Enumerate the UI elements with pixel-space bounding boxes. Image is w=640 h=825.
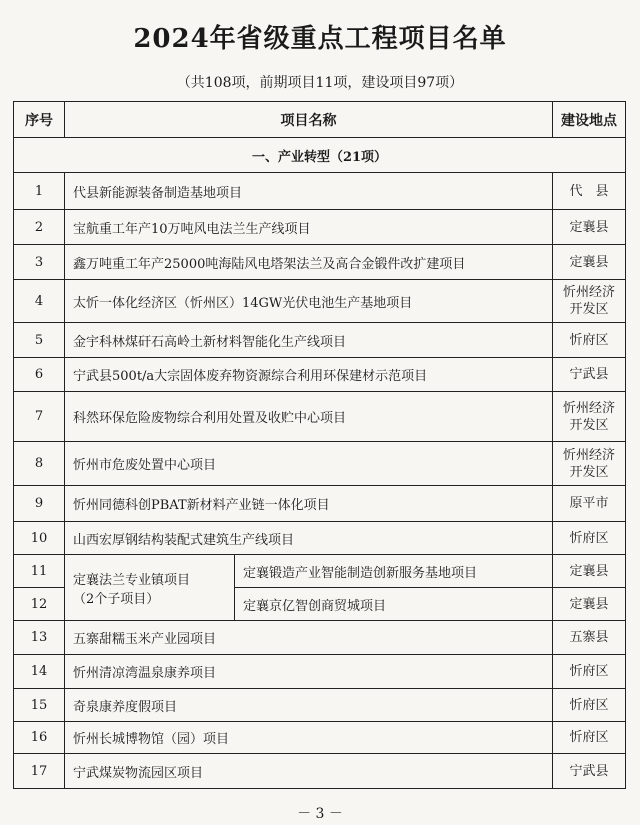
row-location: 原平市 bbox=[553, 486, 626, 522]
row-name: 宁武县500t/a大宗固体废弃物资源综合利用环保建材示范项目 bbox=[65, 358, 553, 392]
document-subtitle: （共108项，前期项目11项，建设项目97项） bbox=[176, 75, 464, 91]
row-index: 3 bbox=[14, 245, 65, 280]
table-row bbox=[14, 722, 626, 754]
row-location: 代 县 bbox=[553, 173, 626, 210]
table-row bbox=[14, 245, 626, 280]
table-row bbox=[14, 655, 626, 689]
row-index: 14 bbox=[14, 655, 65, 689]
table-row bbox=[14, 280, 626, 323]
row-name: 五寨甜糯玉米产业园项目 bbox=[65, 621, 553, 655]
row-location: 宁武县 bbox=[553, 358, 626, 392]
row-location: 忻府区 bbox=[553, 655, 626, 689]
row-index: 1 bbox=[14, 173, 65, 210]
row-index: 8 bbox=[14, 442, 65, 486]
row-location: 忻府区 bbox=[553, 522, 626, 555]
row-name: 奇泉康养度假项目 bbox=[65, 689, 553, 722]
row-name: 忻州市危废处置中心项目 bbox=[65, 442, 553, 486]
row-index: 17 bbox=[14, 754, 65, 789]
row-index: 5 bbox=[14, 323, 65, 358]
table-row bbox=[14, 358, 626, 392]
sub-project-name: 定襄京亿智创商贸城项目 bbox=[235, 588, 553, 621]
row-location: 忻州经济开发区 bbox=[553, 392, 626, 442]
row-name: 山西宏厚钢结构装配式建筑生产线项目 bbox=[65, 522, 553, 555]
row-name: 代县新能源装备制造基地项目 bbox=[65, 173, 553, 210]
row-name: 科然环保危险废物综合利用处置及收贮中心项目 bbox=[65, 392, 553, 442]
row-name: 鑫万吨重工年产25000吨海陆风电塔架法兰及高合金锻件改扩建项目 bbox=[65, 245, 553, 280]
group-name: 定襄法兰专业镇项目 bbox=[73, 572, 191, 588]
header-location: 建设地点 bbox=[553, 102, 626, 138]
row-location: 定襄县 bbox=[553, 245, 626, 280]
row-location: 忻府区 bbox=[553, 689, 626, 722]
row-index: 13 bbox=[14, 621, 65, 655]
row-location: 忻府区 bbox=[553, 323, 626, 358]
table-row bbox=[14, 323, 626, 358]
table-row bbox=[14, 486, 626, 522]
row-index: 10 bbox=[14, 522, 65, 555]
table-row bbox=[14, 173, 626, 210]
row-name: 金宇科林煤矸石高岭土新材料智能化生产线项目 bbox=[65, 323, 553, 358]
table-row bbox=[14, 555, 626, 588]
row-index: 16 bbox=[14, 722, 65, 754]
row-location: 定襄县 bbox=[553, 210, 626, 245]
row-location: 定襄县 bbox=[553, 588, 626, 621]
row-location: 忻州经济开发区 bbox=[553, 442, 626, 486]
table-row bbox=[14, 621, 626, 655]
group-note: （2个子项目） bbox=[73, 591, 160, 607]
row-index: 11 bbox=[14, 555, 65, 588]
row-index: 12 bbox=[14, 588, 65, 621]
table-row bbox=[14, 522, 626, 555]
row-name: 忻州清凉湾温泉康养项目 bbox=[65, 655, 553, 689]
sub-project-name: 定襄锻造产业智能制造创新服务基地项目 bbox=[235, 555, 553, 588]
row-index: 9 bbox=[14, 486, 65, 522]
row-name: 宁武煤炭物流园区项目 bbox=[65, 754, 553, 789]
row-name: 太忻一体化经济区（忻州区）14GW光伏电池生产基地项目 bbox=[65, 280, 553, 323]
header-name: 项目名称 bbox=[65, 102, 553, 138]
row-index: 7 bbox=[14, 392, 65, 442]
row-index: 2 bbox=[14, 210, 65, 245]
group-name-cell bbox=[65, 555, 235, 621]
table-row bbox=[14, 392, 626, 442]
row-location: 宁武县 bbox=[553, 754, 626, 789]
table-row bbox=[14, 689, 626, 722]
row-location: 忻府区 bbox=[553, 722, 626, 754]
row-location: 忻州经济开发区 bbox=[553, 280, 626, 323]
row-name: 忻州长城博物馆（园）项目 bbox=[65, 722, 553, 754]
page-number: － 3 － bbox=[297, 806, 343, 822]
row-index: 4 bbox=[14, 280, 65, 323]
row-name: 忻州同德科创PBAT新材料产业链一体化项目 bbox=[65, 486, 553, 522]
section-heading: 一、产业转型（21项） bbox=[14, 138, 626, 173]
row-name: 宝航重工年产10万吨风电法兰生产线项目 bbox=[65, 210, 553, 245]
section-row bbox=[14, 138, 626, 173]
project-table bbox=[13, 101, 626, 789]
table-row bbox=[14, 442, 626, 486]
header-index: 序号 bbox=[14, 102, 65, 138]
document-title: 2024年省级重点工程项目名单 bbox=[133, 24, 507, 54]
header-row bbox=[14, 102, 626, 138]
row-location: 定襄县 bbox=[553, 555, 626, 588]
row-location: 五寨县 bbox=[553, 621, 626, 655]
row-index: 6 bbox=[14, 358, 65, 392]
table-row bbox=[14, 210, 626, 245]
row-index: 15 bbox=[14, 689, 65, 722]
table-row bbox=[14, 754, 626, 789]
